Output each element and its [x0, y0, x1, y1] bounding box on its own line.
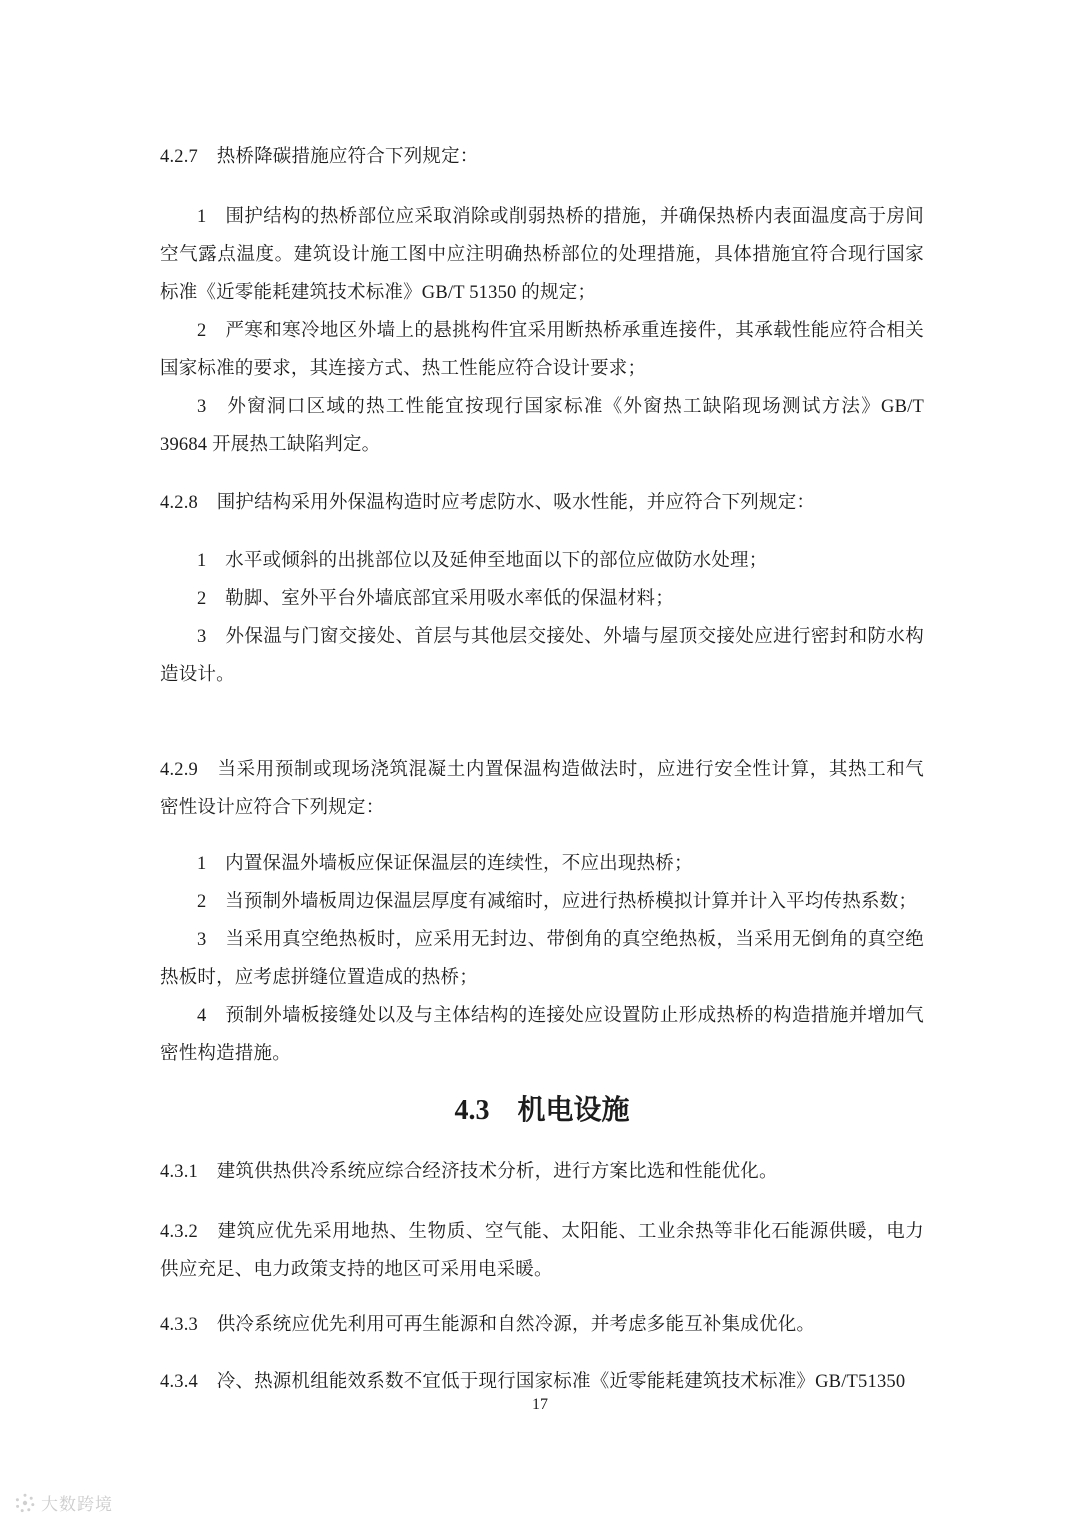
clause-4-3-2: 4.3.2 建筑应优先采用地热、生物质、空气能、太阳能、工业余热等非化石能源供暖，电力供应充足、电力政策支持的地区可采用电采暖。 [160, 1222, 924, 1280]
clause-4-2-9-item-1: 1 内置保温外墙板应保证保温层的连续性，不应出现热桥； [197, 854, 693, 874]
clause-4-2-7: 4.2.7 热桥降碳措施应符合下列规定： [160, 147, 479, 167]
clause-4-3-1: 4.3.1 建筑供热供冷系统应综合经济技术分析，进行方案比选和性能优化。 [160, 1162, 778, 1182]
clause-4-2-8-item-2: 2 勒脚、室外平台外墙底部宜采用吸水率低的保温材料； [197, 589, 674, 609]
watermark [14, 1490, 113, 1515]
watermark-logo-icon [14, 1492, 36, 1514]
clause-4-2-9-item-3: 3 当采用真空绝热板时，应采用无封边、带倒角的真空绝热板，当采用无倒角的真空绝热板时，应考虑拼缝位置造成的热桥； [160, 930, 924, 988]
clause-4-3-4: 4.3.4 冷、热源机组能效系数不宜低于现行国家标准《近零能耗建筑技术标准》GB/T51350 [160, 1372, 906, 1392]
clause-4-2-9: 4.2.9 当采用预制或现场浇筑混凝土内置保温构造做法时，应进行安全性计算，其热工和气密性设计应符合下列规定： [160, 760, 924, 818]
clause-4-2-8-item-1: 1 水平或倾斜的出挑部位以及延伸至地面以下的部位应做防水处理； [197, 551, 768, 571]
clause-4-2-9-item-2: 2 当预制外墙板周边保温层厚度有减缩时，应进行热桥模拟计算并计入平均传热系数； [197, 892, 918, 912]
page-number: 17 [532, 1396, 548, 1413]
clause-4-3-3: 4.3.3 供冷系统应优先利用可再生能源和自然冷源，并考虑多能互补集成优化。 [160, 1315, 816, 1335]
clause-4-2-7-item-1: 1 围护结构的热桥部位应采取消除或削弱热桥的措施，并确保热桥内表面温度高于房间空气露点温度。建筑设计施工图中应注明确热桥部位的处理措施，具体措施宜符合现行国家标准《近零能耗建筑技术标准》GB/T 51350 的规定； [160, 207, 924, 303]
clause-4-2-7-item-2: 2 严寒和寒冷地区外墙上的悬挑构件宜采用断热桥承重连接件，其承载性能应符合相关国家标准的要求，其连接方式、热工性能应符合设计要求； [160, 321, 924, 379]
section-heading-4-3: 4.3 机电设施 [454, 1095, 630, 1126]
clause-4-2-7-item-3: 3 外窗洞口区域的热工性能宜按现行国家标准《外窗热工缺陷现场测试方法》GB/T 39684 开展热工缺陷判定。 [160, 397, 924, 455]
clause-4-2-9-item-4: 4 预制外墙板接缝处以及与主体结构的连接处应设置防止形成热桥的构造措施并增加气密性构造措施。 [160, 1006, 924, 1064]
watermark-text: 大数跨境 [41, 1495, 113, 1514]
clause-4-2-8: 4.2.8 围护结构采用外保温构造时应考虑防水、吸水性能，并应符合下列规定： [160, 493, 816, 513]
clause-4-2-8-item-3: 3 外保温与门窗交接处、首层与其他层交接处、外墙与屋顶交接处应进行密封和防水构造设计。 [160, 627, 924, 685]
